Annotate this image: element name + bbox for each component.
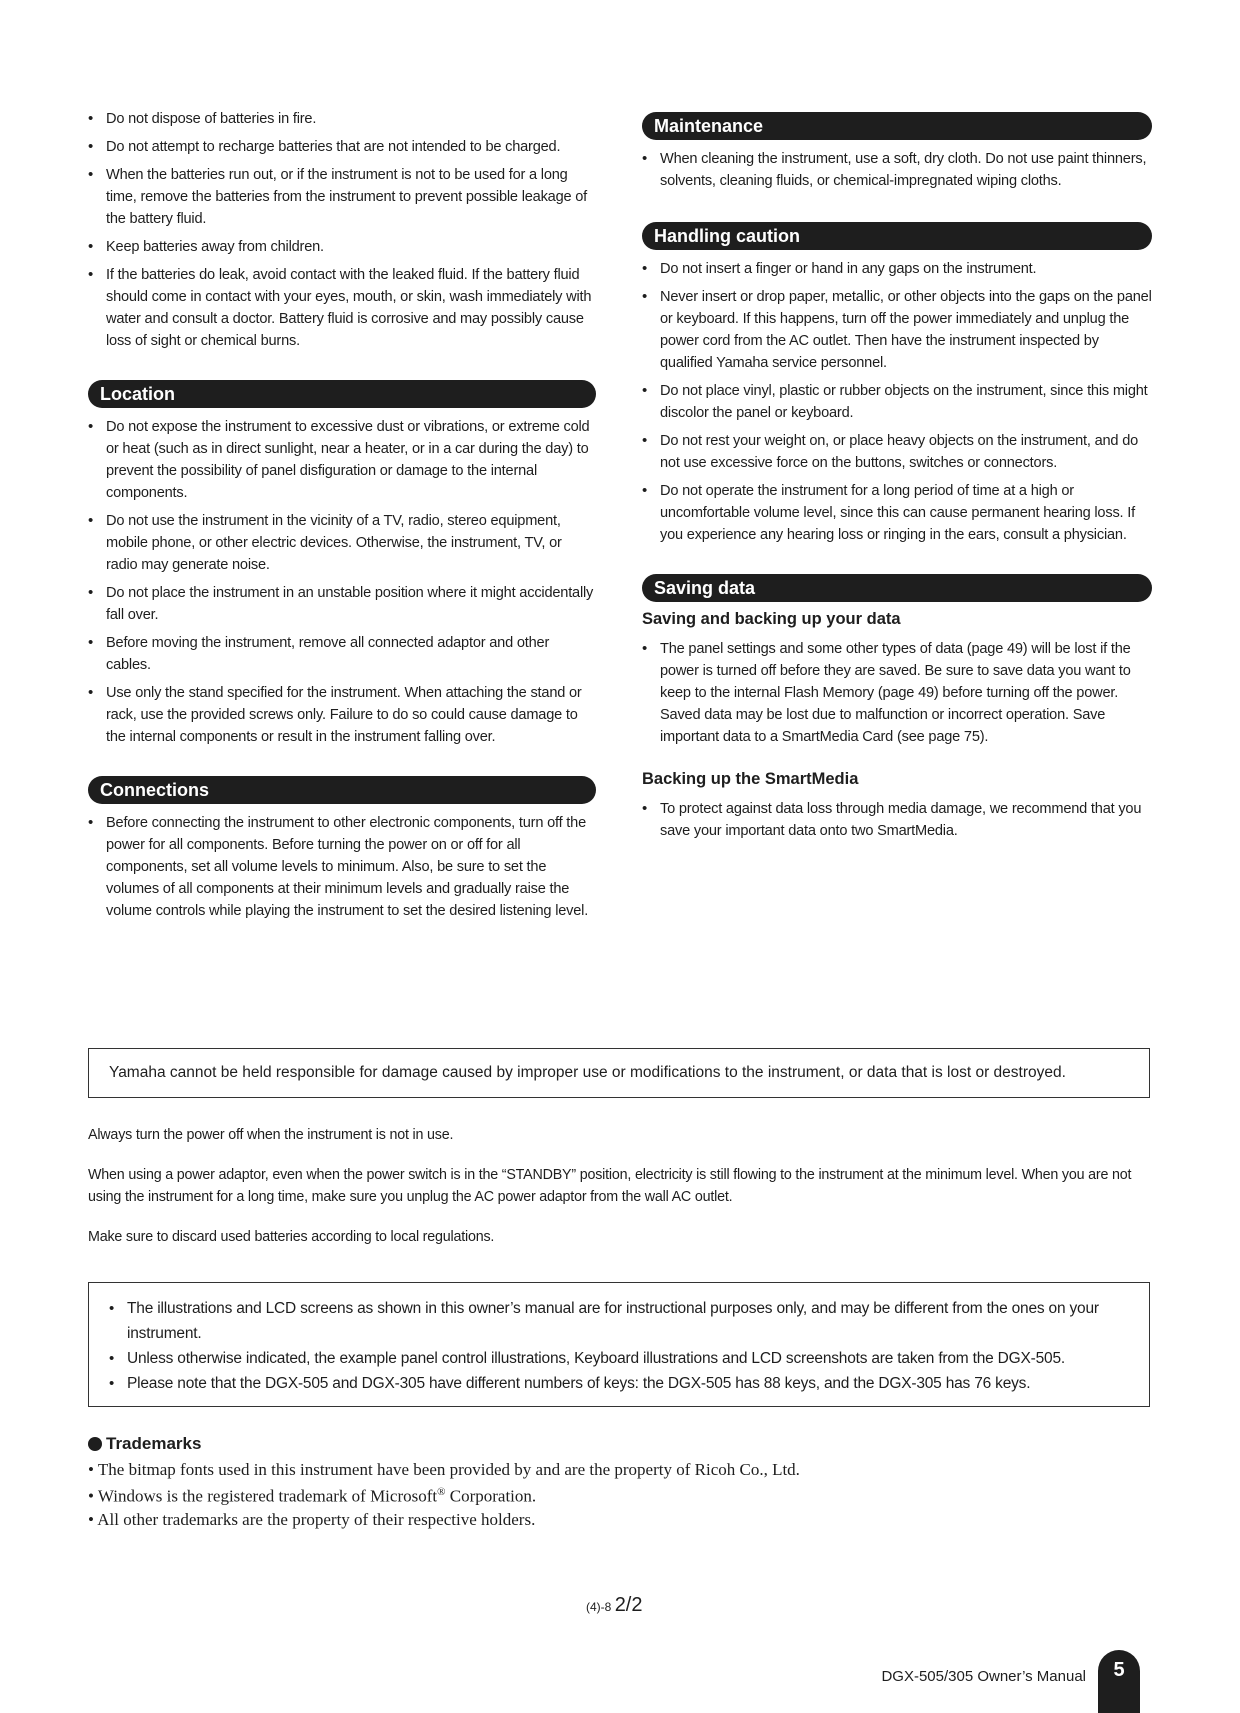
trademark-line: • All other trademarks are the property of their respective holders. bbox=[88, 1509, 536, 1529]
page-code-small: (4)-8 bbox=[586, 1600, 612, 1614]
list-item: • If the batteries do leak, avoid contact with the leaked fluid. If the battery fluid should come in contact with your eyes, mouth, or skin, wash immediately with water and consult a doctor. Battery fluid is corrosive and may possibly cause loss of sight or chemical burns. bbox=[88, 264, 596, 352]
list-item: • Do not use the instrument in the vicinity of a TV, radio, stereo equipment, mobile phone, or other electric devices. Otherwise, the instrument, TV, or radio may generate noise. bbox=[88, 510, 596, 576]
power-notes bbox=[88, 1124, 1150, 1266]
page-number-tab: 5 bbox=[1098, 1650, 1140, 1713]
note-paragraph: When using a power adaptor, even when the power switch is in the “STANDBY” position, electricity is still flowing to the instrument at the minimum level. When you are not using the instrument for a long time, make sure you unplug the AC power adaptor from the wall AC outlet. bbox=[88, 1167, 1132, 1205]
list-item: • When the batteries run out, or if the instrument is not to be used for a long time, remove the batteries from the instrument to prevent possible leakage of the battery fluid. bbox=[88, 164, 596, 230]
list-item: • Use only the stand specified for the instrument. When attaching the stand or rack, use the provided screws only. Failure to do so could cause damage to the internal components or result in the instrument falling over. bbox=[88, 682, 596, 748]
saving-bullets bbox=[642, 638, 1152, 748]
connections-bullets bbox=[88, 812, 596, 922]
page-code bbox=[586, 1594, 643, 1617]
location-heading: Location bbox=[88, 380, 596, 408]
footer-manual-label: DGX-505/305 Owner’s Manual bbox=[881, 1668, 1086, 1685]
trademarks-section bbox=[88, 1434, 1150, 1531]
list-item: • Do not place the instrument in an unstable position where it might accidentally fall over. bbox=[88, 582, 596, 626]
maintenance-bullets bbox=[642, 148, 1152, 192]
handling-bullets bbox=[642, 258, 1152, 546]
list-item: • Before moving the instrument, remove all connected adaptor and other cables. bbox=[88, 632, 596, 676]
trademarks-title: Trademarks bbox=[106, 1434, 202, 1453]
smartmedia-subheading: Backing up the SmartMedia bbox=[642, 770, 859, 788]
list-item: • Never insert or drop paper, metallic, or other objects into the gaps on the panel or keyboard. If this happens, turn off the power immediately and unplug the power cord from the AC outlet. Then have the instrument inspected by qualified Yamaha service personnel. bbox=[642, 286, 1152, 374]
list-item: • Do not place vinyl, plastic or rubber objects on the instrument, since this might discolor the panel or keyboard. bbox=[642, 380, 1152, 424]
trademark-text: • Windows is the registered trademark of Microsoft bbox=[88, 1486, 438, 1506]
list-item: • Do not operate the instrument for a long period of time at a high or uncomfortable volume level, since this can cause permanent hearing loss. If you experience any hearing loss or ringing in the ears, consult a physician. bbox=[642, 480, 1152, 546]
list-item: • Unless otherwise indicated, the example panel control illustrations, Keyboard illustrations and LCD screenshots are taken from the DGX-505. bbox=[109, 1346, 1129, 1371]
saving-subheading: Saving and backing up your data bbox=[642, 610, 901, 628]
list-item: • The illustrations and LCD screens as shown in this owner’s manual are for instructional purposes only, and may be different from the ones on your instrument. bbox=[109, 1296, 1129, 1346]
note-paragraph: Make sure to discard used batteries according to local regulations. bbox=[88, 1229, 495, 1245]
list-item: • When cleaning the instrument, use a soft, dry cloth. Do not use paint thinners, solvents, cleaning fluids, or chemical-impregnated wiping cloths. bbox=[642, 148, 1152, 192]
list-item: • The panel settings and some other types of data (page 49) will be lost if the power is turned off before they are saved. Be sure to save data you want to keep to the internal Flash Memory (page 49) before turning off the power. Saved data may be lost due to malfunction or incorrect operation. Save important data to a SmartMedia Card (see page 75). bbox=[642, 638, 1152, 748]
smartmedia-bullets bbox=[642, 798, 1152, 842]
page-code-big: 2/2 bbox=[614, 1594, 643, 1616]
note-paragraph: Always turn the power off when the instrument is not in use. bbox=[88, 1127, 454, 1143]
trademark-text: Corporation. bbox=[445, 1486, 537, 1506]
trademarks-heading bbox=[88, 1434, 1150, 1454]
list-item: • Do not insert a finger or hand in any gaps on the instrument. bbox=[642, 258, 1152, 280]
registered-mark: ® bbox=[437, 1486, 446, 1498]
list-item: • Do not rest your weight on, or place heavy objects on the instrument, and do not use excessive force on the buttons, switches or connectors. bbox=[642, 430, 1152, 474]
list-item: • Before connecting the instrument to other electronic components, turn off the power for all components. Before turning the power on or off for all components, set all volume levels to minimum. Also, be sure to set the volumes of all components at their minimum levels and gradually raise the volume controls while playing the instrument to set the desired listening level. bbox=[88, 812, 596, 922]
connections-heading: Connections bbox=[88, 776, 596, 804]
list-item: • To protect against data loss through media damage, we recommend that you save your important data onto two SmartMedia. bbox=[642, 798, 1152, 842]
list-item: • Please note that the DGX-505 and DGX-305 have different numbers of keys: the DGX-505 has 88 keys, and the DGX-305 has 76 keys. bbox=[109, 1371, 1129, 1396]
list-item: • Do not expose the instrument to excessive dust or vibrations, or extreme cold or heat (such as in direct sunlight, near a heater, or in a car during the day) to prevent the possibility of panel disfiguration or damage to the internal components. bbox=[88, 416, 596, 504]
maintenance-heading: Maintenance bbox=[642, 112, 1152, 140]
list-item: • Keep batteries away from children. bbox=[88, 236, 596, 258]
right-column bbox=[642, 112, 1152, 848]
trademark-line bbox=[88, 1481, 1150, 1508]
list-item: • Do not dispose of batteries in fire. bbox=[88, 108, 596, 130]
list-item: • Do not attempt to recharge batteries that are not intended to be charged. bbox=[88, 136, 596, 158]
handling-heading: Handling caution bbox=[642, 222, 1152, 250]
disclaimer-box: Yamaha cannot be held responsible for damage caused by improper use or modifications to the instrument, or data that is lost or destroyed. bbox=[88, 1048, 1150, 1098]
left-column bbox=[88, 108, 596, 928]
illustration-notes-box bbox=[88, 1282, 1150, 1407]
illustration-notes bbox=[109, 1296, 1129, 1396]
trademark-line: • The bitmap fonts used in this instrument have been provided by and are the property of Ricoh Co., Ltd. bbox=[88, 1460, 800, 1479]
battery-bullets bbox=[88, 108, 596, 352]
saving-heading: Saving data bbox=[642, 574, 1152, 602]
bullet-dot-icon bbox=[88, 1437, 102, 1451]
location-bullets bbox=[88, 416, 596, 748]
